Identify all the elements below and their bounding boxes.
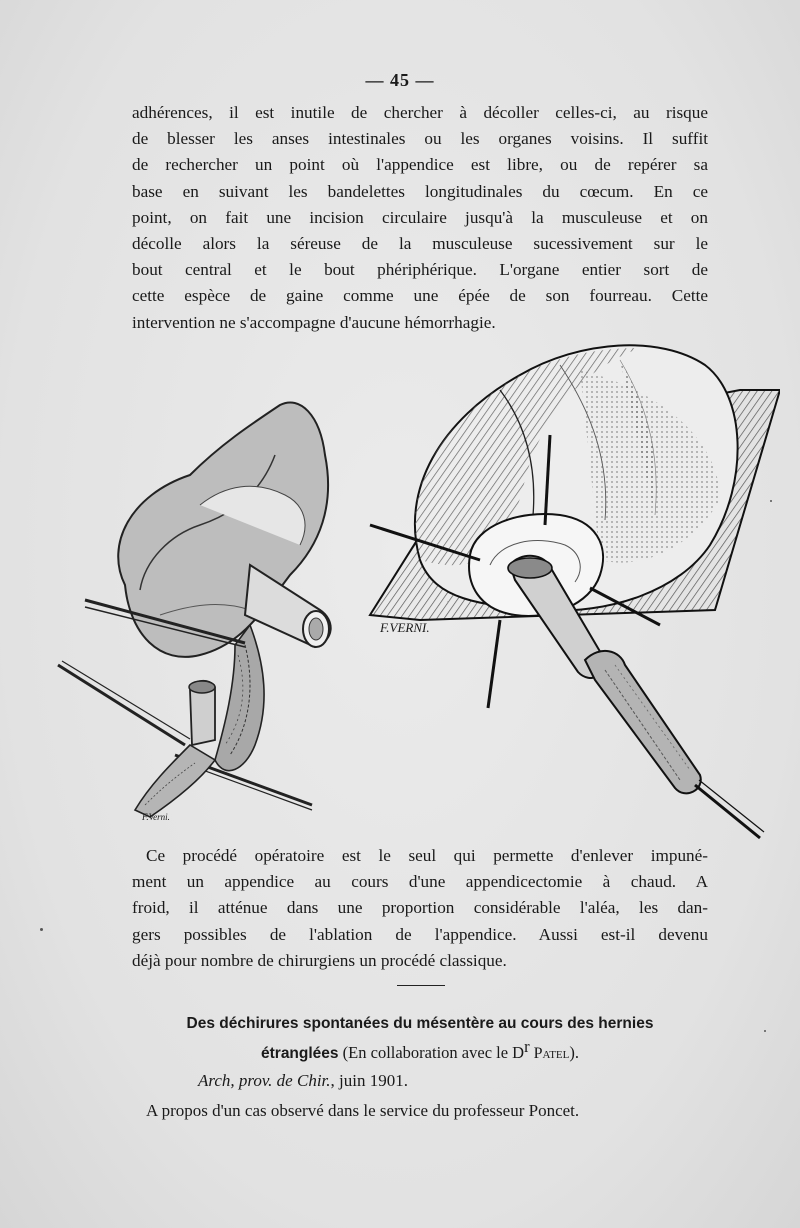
- paragraph-bottom: [132, 843, 708, 974]
- text-line: ment un appendice au cours d'une appendicectomie à chaud. A: [132, 872, 708, 892]
- section-title-end: ).: [569, 1043, 579, 1063]
- text-line: de rechercher un point où l'appendice est libre, ou de repérer sa: [132, 155, 708, 175]
- section-title-line: [120, 1035, 720, 1065]
- citation-journal: Arch, prov. de Chir.: [198, 1071, 331, 1090]
- text-line: décolle alors la séreuse de la musculeuse sucessivement sur le: [132, 234, 708, 254]
- text-line: cette espèce de gaine comme une épée de son fourreau. Cette: [132, 286, 708, 306]
- appendix-illustration-right: [360, 330, 780, 850]
- section-title: [120, 1012, 720, 1065]
- paper-speck: [770, 500, 772, 502]
- illustrator-signature-right: F.VERNI.: [380, 620, 430, 635]
- paragraph-top: [132, 100, 708, 336]
- paper-speck: [40, 928, 43, 931]
- text-line: adhérences, il est inutile de chercher à décoller celles-ci, au risque: [132, 103, 708, 122]
- illustrator-signature-left: F.Verni.: [142, 812, 170, 822]
- section-author: Patel: [529, 1045, 570, 1063]
- text-line: bout central et le bout phériphérique. L'organe entier sort de: [132, 260, 708, 280]
- section-divider: [397, 985, 445, 986]
- text-line: de blesser les anses intestinales ou les organes voisins. Il suffit: [132, 129, 708, 149]
- section-title-line: Des déchirures spontanées du mésentère au cours des hernies: [186, 1015, 654, 1032]
- appendix-illustration-left: [50, 385, 370, 825]
- section-title-bold: étranglées: [261, 1045, 339, 1063]
- text-line: intervention ne s'accompagne d'aucune hémorrhagie.: [132, 312, 496, 332]
- text-line: Ce procédé opératoire est le seul qui permette d'enlever impuné-: [146, 846, 708, 865]
- section-title-note: (En collaboration avec le D: [338, 1043, 525, 1063]
- text-line: déjà pour nombre de chirurgiens un procédé classique.: [132, 950, 507, 970]
- section-title-sup: r: [524, 1037, 530, 1056]
- page-number: — 45 —: [365, 70, 435, 90]
- paper-speck: [764, 1030, 766, 1032]
- case-note: A propos d'un cas observé dans le service du professeur Poncet.: [146, 1101, 580, 1120]
- text-line: point, on fait une incision circulaire jusqu'à la musculeuse et on: [132, 207, 708, 227]
- citation-date: , juin 1901.: [330, 1071, 408, 1090]
- citation: [198, 1071, 408, 1091]
- text-line: gers possibles de l'ablation de l'appendice. Aussi est-il devenu: [132, 924, 708, 944]
- text-line: base en suivant les bandelettes longitudinales du cœcum. En ce: [132, 181, 708, 201]
- text-line: froid, il atténue dans une proportion considérable l'aléa, les dan-: [132, 898, 708, 918]
